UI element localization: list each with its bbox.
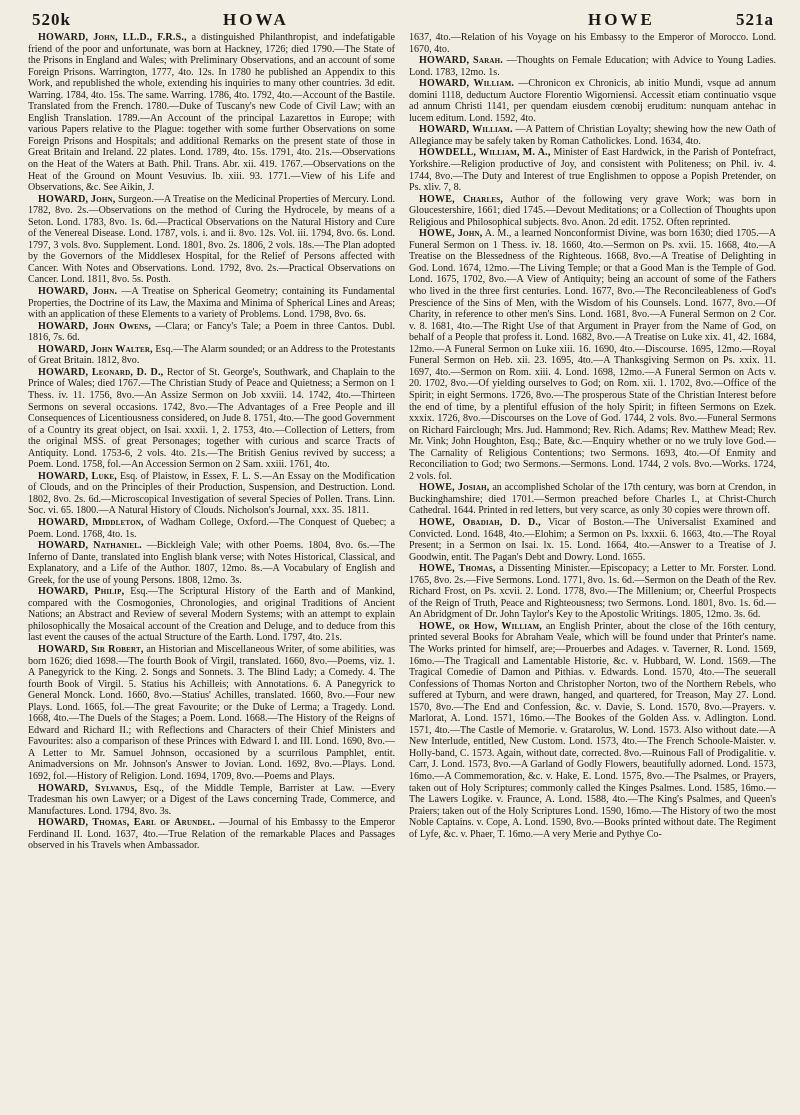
entry-headword: HOWDELL, William, M. A., bbox=[419, 147, 551, 159]
entry-text: —Thoughts on Female Education; with Advice to Young Ladies. Lond. 1783, 12mo. 1s. bbox=[409, 55, 776, 78]
entry-text: an accomplished Scholar of the 17th century, was born at Crendon, in Buckinghamshire; died 1701.—Sermon preached before Charles I., at Christ-Church Cathedral. 1644. Printed in red letters, but very scarce, as only 30 copies were thrown off. bbox=[409, 482, 776, 517]
entry-headword: HOWARD, Leonard, D. D., bbox=[38, 366, 164, 378]
entry-text: —A Treatise on Spherical Geometry; containing its Fundamental Properties, the Doctrine of its Law, the Maxima and Minima of Spherical Lines and Areas; with an application of these Elements to a variety of Problems. Lond. 1798, 8vo. 6s. bbox=[28, 286, 395, 321]
text-columns bbox=[28, 32, 776, 852]
entry-headword: HOWARD, Sarah. bbox=[419, 55, 503, 67]
entry-text: —Bickleigh Vale; with other Poems. 1804, 8vo. 6s.—The Inferno of Dante, translated into English blank verse; with Notes Historical, Classical, and Explanatory, and a Life of the Author. 1807, 12mo. 8s.—A Vocabulary of English and Greek, for the use of young Persons. 1808, 12mo. 3s. bbox=[28, 540, 395, 586]
entry-headword: HOWARD, Sylvanus, bbox=[38, 782, 138, 794]
bibliography-entry bbox=[28, 783, 395, 818]
bibliography-entry bbox=[409, 194, 776, 229]
bibliography-entry bbox=[409, 55, 776, 78]
entry-headword: HOWE, Charles, bbox=[419, 193, 504, 205]
bibliography-entry bbox=[28, 194, 395, 286]
bibliography-entry bbox=[28, 321, 395, 344]
bibliography-entry bbox=[28, 344, 395, 367]
entry-headword: HOWARD, John Owens, bbox=[38, 320, 152, 332]
entry-text: Author of the following very grave Work; was born in Gloucestershire, 1661; died 1745.—Devout Meditations; or a Collection of Thoughts upon Religious and Philosophical subjects. 8vo. Anon. 2d edit. 1752. Often reprinted. bbox=[409, 193, 776, 228]
left-page-number: 520k bbox=[32, 10, 71, 29]
bibliography-entry bbox=[409, 124, 776, 147]
entry-headword: HOWE, Josiah, bbox=[419, 482, 490, 494]
entry-headword: HOWARD, John, LL.D., F.R.S., bbox=[38, 32, 187, 43]
entry-text: a distinguished Philanthropist, and indefatigable friend of the poor and unfortunate, was born at Hackney, 1726; died 1790.—The State of the Prisons in England and Wales; with Preliminary Observations, and an account of some Foreign Prisons. Warrington, 1777, 4to. 12s. In 1780 he published an Appendix to this Work, and republished the whole, extending his inquiries to many other countries. 3d edit. Warring. 1784, 4to. 15s. The same. Warring. 1786, 4to. 1792, 4to.—Account of the Bastile. Translated from the French. 1780.—Duke of Tuscany's new Code of Civil Law; with an English Translation. 1789.—An Account of the principal Lazarettos in Europe; with various Papers relative to the Plague: together with some further Observations on some Foreign Prisons and Hospitals; and additional Remarks on the present state of those in Great Britain and Ireland. 22 plates. Lond. 1789, 4to. 15s. 1791, 4to. 21s.—Observations on the Heat of the Waters at Bath. Phil. Trans. Abr. xii. 419. 1767.—Observations on the Heat of the Ground on Mount Vesuvius. Ib. xiii. 93. 1771.—View of his Life and Observations, &c. See Aikin, J. bbox=[28, 32, 395, 194]
entry-headword: HOWARD, Sir Robert, bbox=[38, 643, 144, 655]
entry-text: Esq. of Plaistow, in Essex, F. L. S.—An Essay on the Modification of Clouds, and on the Principles of their Production, Suspension, and Destruction. Lond. 1802, 8vo. 2s. 6d.—Microscopical Investigation of several Species of Pollen. Trans. Linn. Soc. vi. 65. 1800.—A Natural History of Clouds. Nicholson's Journal, xxx. 35. 1811. bbox=[28, 470, 395, 517]
entry-headword: HOWARD, William. bbox=[419, 78, 515, 90]
entry-headword: HOWE, John, bbox=[419, 228, 483, 240]
bibliography-entry bbox=[28, 540, 395, 586]
entry-headword: HOWE, Thomas, bbox=[419, 563, 496, 575]
entry-headword: HOWARD, John. bbox=[38, 286, 118, 298]
entry-text: a Dissenting Minister.—Episcopacy; a Letter to Mr. Forster. Lond. 1765, 8vo. 2s.—Five Sermons. Lond. 1771, 8vo. 1s. 6d.—Sermon on the Death of the Rev. Richard Frost, on Ps. xcvii. 2. Lond. 1778, 8vo.—The Millenium; or, Cheerful Prospects of the Reign of Truth, Peace and Righteousness; two Sermons. Lond. 1801, 8vo. 1s. 6d.—An Abridgment of Dr. John Taylor's Key to the Apostolic Writings. 1805, 12mo. 3s. 6d. bbox=[409, 563, 776, 621]
bibliography-entry bbox=[28, 586, 395, 644]
entry-text: Minister of East Hardwick, in the Parish of Pontefract, Yorkshire.—Religion productive of Joy, and consistent with Politeness; on Phil. iv. 4. 1744, 8vo.—The Duty and Interest of true Englishmen to oppose a Popish Pretender, on Ps. xliv. 7, 8. bbox=[409, 147, 776, 194]
entry-headword: HOWARD, John Walter, bbox=[38, 343, 153, 355]
entry-headword: HOWE, Obadiah, D. D., bbox=[419, 516, 541, 528]
entry-text: —Clara; or Fancy's Tale; a Poem in three Cantos. Dubl. 1816, 7s. 6d. bbox=[28, 320, 395, 344]
entry-text: —A Pattern of Christian Loyalty; shewing how the new Oath of Allegiance may be safely taken by Roman Catholickes. Lond. 1634, 4to. bbox=[409, 124, 776, 147]
entry-text: —Chronicon ex Chronicis, ab initio Mundi, vsque ad annum domini 1118, deductum Auctore Florentio Wigorniensi. Accessit etiam continuatio vsque ad annum Christi 1141, per quendam eiusdem cœnobij eruditum: nunquam antehac in lucem editum. Lond. 1592, 4to. bbox=[409, 78, 776, 124]
right-running-head: HOWE bbox=[588, 10, 655, 29]
page-header bbox=[28, 8, 776, 32]
bibliography-entry bbox=[409, 147, 776, 193]
entry-text: Esq.—The Scriptural History of the Earth and of Mankind, compared with the Cosmogonies, Chronologies, and original Traditions of Ancient Nations; an Abstract and Review of several Modern Systems; with an attempt to explain philosophically the Mosaical account of the Creation and Deluge, and to deduce from this last event the causes of the actual Structure of the Earth. Lond. 1797, 4to. 21s. bbox=[28, 586, 395, 644]
entry-headword: HOWARD, Middleton, bbox=[38, 516, 144, 528]
bibliography-entry bbox=[28, 367, 395, 471]
entry-headword: HOWARD, Philip, bbox=[38, 586, 125, 598]
bibliography-entry bbox=[28, 32, 395, 194]
entry-text: Surgeon.—A Treatise on the Medicinal Properties of Mercury. Lond. 1782, 8vo. 2s.—Observations on the method of Curing the Hydrocele, by means of a Seton. Lond. 1783, 8vo. 1s. 6d.—Practical Observations on the Natural History and Cure of the Venereal Disease. Lond. 1787, vols. i. and ii. 8vo. 12s. Vol. iii. 1794, 8vo. 6s. Lond. 1797, 3 vols. 8vo. Supplement. Lond. 1801, 8vo. 2s. 1806, 2 vols. 18s.—The Plan adopted by the Governors of the Middlesex Hospital, for the Relief of Persons affected with Cancer. With Notes and Observations. Lond. 1792, 8vo. 2s.—Practical Observations on Cancer. Lond. 1811, 8vo. 5s. Posth. bbox=[28, 193, 395, 286]
bibliography-entry bbox=[409, 228, 776, 482]
entry-text: Esq., of the Middle Temple, Barrister at Law. —Every Tradesman his own Lawyer; or a Digest of the Laws concerning Trade, Commerce, and Manufactures. Lond. 1794, 8vo. 3s. bbox=[28, 782, 395, 817]
entry-text: Vicar of Boston.—The Universalist Examined and Convicted. Lond. 1648, 4to.—Elohim; a Sermon on Ps. lxxxii. 6. 1663, 4to.—The Royal Present; in a Sermon on Isai. lx. 15. Lond. 1664, 4to.—Answer to a Treatise of J. Goodwin, entit. The Pagan's Debt and Dowry. Lond. 1655. bbox=[409, 516, 776, 563]
entry-text: an Historian and Miscellaneous Writer, of some abilities, was born 1626; died 1698.—The fourth Book of Virgil, translated. 1660, 8vo.—Poems, viz. 1. A Panegyrick to the King. 2. Songs and Sonnets. 3. The Blind Lady; a Comedy. 4. The fourth Book of Virgil. 5. Statius his Achilleis; with Annotations. 6. A Panegyrick to General Monck. Lond. 1660, 8vo.—Statius' Achilles, translated. 1660, 8vo.—Four new Plays. Lond. 1665, fol.—The great Favourite; or the Duke of Lerma; a Tragedy. Lond. 1668, 4to.—The Duels of the Stages; a Poem. Lond. 1668.—The History of the Reigns of Edward and Richard II.; with Reflections and Characters of their Chief Ministers and Favourites: also a comparison of these Princes with Edward I. and III. Lond. 1690, 8vo.—A Letter to Mr. Samuel Johnson, occasioned by a scurrilous Pamphlet, entit. Animadversions on Mr. Johnson's Answer to Jovian. Lond. 1692, 8vo.—Plays. Lond. 1692, fol.—History of Religion. Lond. 1694, 1709, 8vo.—Poems and Plays. bbox=[28, 643, 395, 782]
bibliography-entry bbox=[409, 32, 776, 55]
bibliography-entry bbox=[28, 644, 395, 783]
bibliography-entry bbox=[409, 482, 776, 517]
entry-text: an English Printer, about the close of the 16th century, printed several Books for Abraham Veale, which will be found under that Printer's name. The Works printed for himself, are;—Prouerbes and Adages. v. Taverner, R. Lond. 1569, 16mo.—The Tragicall and Lamentable Historie, &c. v. Hubbard, W. Lond. 1569.—The Tragical Comedie of Damon and Pithias. v. Edwards. Lond. 1570, 4to.—The seuerall Confessions of Thomas Norton and Christopher Norton, two of the Northern Rebels, who suffered at Tyburn, and were drawn, hanged, and quartered, for Treason, May 27. Lond. 1570, 8vo.—The End and Confession, &c. v. Davie, S. Lond. 1570, 8vo.—Prayers. v. Marlorat, A. Lond. 1571, 16mo.—The Bookes of the Golden Ass. v. Adlington. Lond. 1571, 4to.—The Castle of Memorie. v. Gratarolus, W. Lond. 1573. Also without date.—A New Interlude, entitled, New Custom. Lond. 1573, 4to.—The French Schoole-Maister. v. Holly-band, C. 1573. Again, without date, corrected. 8vo.—Ruinous Fall of Prodigalitie. v. Carr, J. Lond. 1573, 8vo.—A Garland of Godly Flowers, beautifully adorned. Lond. 1573, 16mo.—A Commemoration, &c. v. Hake, E. Lond. 1575, 8vo.—The Psalmes, or Prayers, taken out of Holy Scriptures; commonly called the Kinges Psalmes. Lond. 1585, 16mo.—The Lawers Logike. v. Fraunce, A. Lond. 1588, 4to.—The King's Psalmes, and Queen's Praiers; taken out of the Holy Scriptures Lond. 1590, 16mo.—The History of two the most Noble Captains. v. Cope, A. Lond. 1590, 8vo.—Books printed without date. The Regiment of Lyfe, &c. v. Phaer, T. 16mo.—A very Merie and Pythye Co- bbox=[409, 620, 776, 840]
entry-text: —Journal of his Embassy to the Emperor Ferdinand II. Lond. 1637, 4to.—True Relation of the remarkable Places and Passages observed in his Travels when Ambassador. bbox=[28, 817, 395, 852]
bibliography-entry bbox=[409, 621, 776, 840]
bibliography-entry bbox=[409, 563, 776, 621]
bibliography-entry bbox=[28, 517, 395, 540]
entry-headword: HOWARD, William. bbox=[419, 124, 513, 136]
bibliography-entry bbox=[28, 817, 395, 852]
entry-headword: HOWARD, Nathaniel. bbox=[38, 540, 142, 552]
entry-text: Rector of St. George's, Southwark, and Chaplain to the Prince of Wales; died 1767.—The Christian Study of Peace and Quietness; a Sermon on 1 Thess. iv. 11. 1756, 8vo.—An Assize Sermon on Job xxviii. 14. 1742, 4to.—Thirteen Sermons on several occasions. 1742, 8vo.—The Advantages of a Free People and ill Consequences of Licentiousness considered, on Jude 8. 1751, 4to.—The good Government of a Country its great object, on Isai. xxxii. 1, 2. 1753, 4to.—Collection of Letters, from the original MSS. of great Personages; together with curious and scarce Tracts of Antiquity. Lond. 1753-6, 2 vols. 4to. 21s.—The British Genius revived by success; a Poem. Lond. 1758, fol.—An Accession Sermon on 2 Sam. xxiii. 1761, 4to. bbox=[28, 366, 395, 471]
entry-text: 1637, 4to.—Relation of his Voyage on his Embassy to the Emperor of Morocco. Lond. 1670, 4to. bbox=[409, 32, 776, 55]
bibliography-entry bbox=[28, 286, 395, 321]
left-column bbox=[28, 32, 395, 852]
entry-headword: HOWARD, Thomas, Earl of Arundel. bbox=[38, 817, 216, 829]
entry-text: Esq.—The Alarm sounded; or an Address to the Protestants of Great Britain. 1812, 8vo. bbox=[28, 343, 395, 367]
entry-headword: HOWARD, Luke, bbox=[38, 470, 117, 482]
entry-text: A. M., a learned Nonconformist Divine, was born 1630; died 1705.—A Funeral Sermon on 1 Thess. iv. 18. 1660, 4to.—Sermon on Ps. xvii. 15. 1668, 4to.—A Treatise on the Blessedness of the Righteous. 1668, 8vo.—A Treatise of Delighting in God. Lond. 1674, 12mo.—The Living Temple; or that a Good Man is the Temple of God. Lond. 1675, 1702, 8vo.—A View of Antiquity; being an account of some of the Fathers who lived in the three first centuries. Lond. 1677, 8vo.—The Reconcileableness of God's Prescience of the Sins of Men, with the Wisdom of his Counsels. Lond. 1677, 8vo.—Of Charity, in reference to other men's Sins. Lond. 1681, 8vo.—A Funeral Sermon on 2 Cor. v. 8. 1681, 4to.—The Right Use of that Argument in Prayer from the Name of God, on behalf of a People that profess it. Lond. 1682, 8vo.—A Treatise on Luke xix. 41, 42. 1684, 12mo.—A Funeral Sermon on Luke xiii. 16. 1690, 4to.—Discourse. 1695, 12mo.—Royal Funeral Sermon on Heb. xii. 23. 1695, 4to.—A Thanksgiving Sermon on Ps. xxix. 11. 1697, 4to.—Sermon on Rom. xiii. 4. Lond. 1698, 12mo.—A Funeral Sermon on Acts v. 20. 1702, 8vo.—Of yielding ourselves to God; on Rom. xii. 1. 1702, 8vo.—Office of the Spirit; in eight Sermons. 1726, 8vo.—The prosperous State of the Christian Interest before the end of time, by a plentiful effusion of the holy Spirit; in fifteen Sermons on Ezek. xxxix. 1726, 8vo.—Discourses on the Love of God. 1744, 2 vols. 8vo.—Funeral Sermons on Richard Fairclough; Mrs. Jud. Hammond; Rev. Rich. Adams; Rev. Matthew Mead; Rev. Mr. Vink; John Houghton, Esq.; Bate, &c.—Enquiry whether or no we truly love God.—The Carnality of Religious Contentions; two Sermons. 1693, 4to.—Of Enmity and Reconciliation to God; two Sermons.—Sermons. Lond. 1744, 2 vols. 8vo.—Works. 1724, 2 vols. fol. bbox=[409, 228, 776, 482]
entry-text: of Wadham College, Oxford.—The Conquest of Quebec; a Poem. Lond. 1768, 4to. 1s. bbox=[28, 516, 395, 540]
entry-headword: HOWARD, John, bbox=[38, 193, 116, 205]
entry-headword: HOWE, or How, William, bbox=[419, 620, 542, 632]
right-page-number: 521a bbox=[736, 10, 774, 29]
bibliography-entry bbox=[409, 78, 776, 124]
right-column bbox=[409, 32, 776, 852]
left-running-head: HOWA bbox=[223, 10, 289, 29]
bibliography-entry bbox=[28, 471, 395, 517]
bibliography-entry bbox=[409, 517, 776, 563]
